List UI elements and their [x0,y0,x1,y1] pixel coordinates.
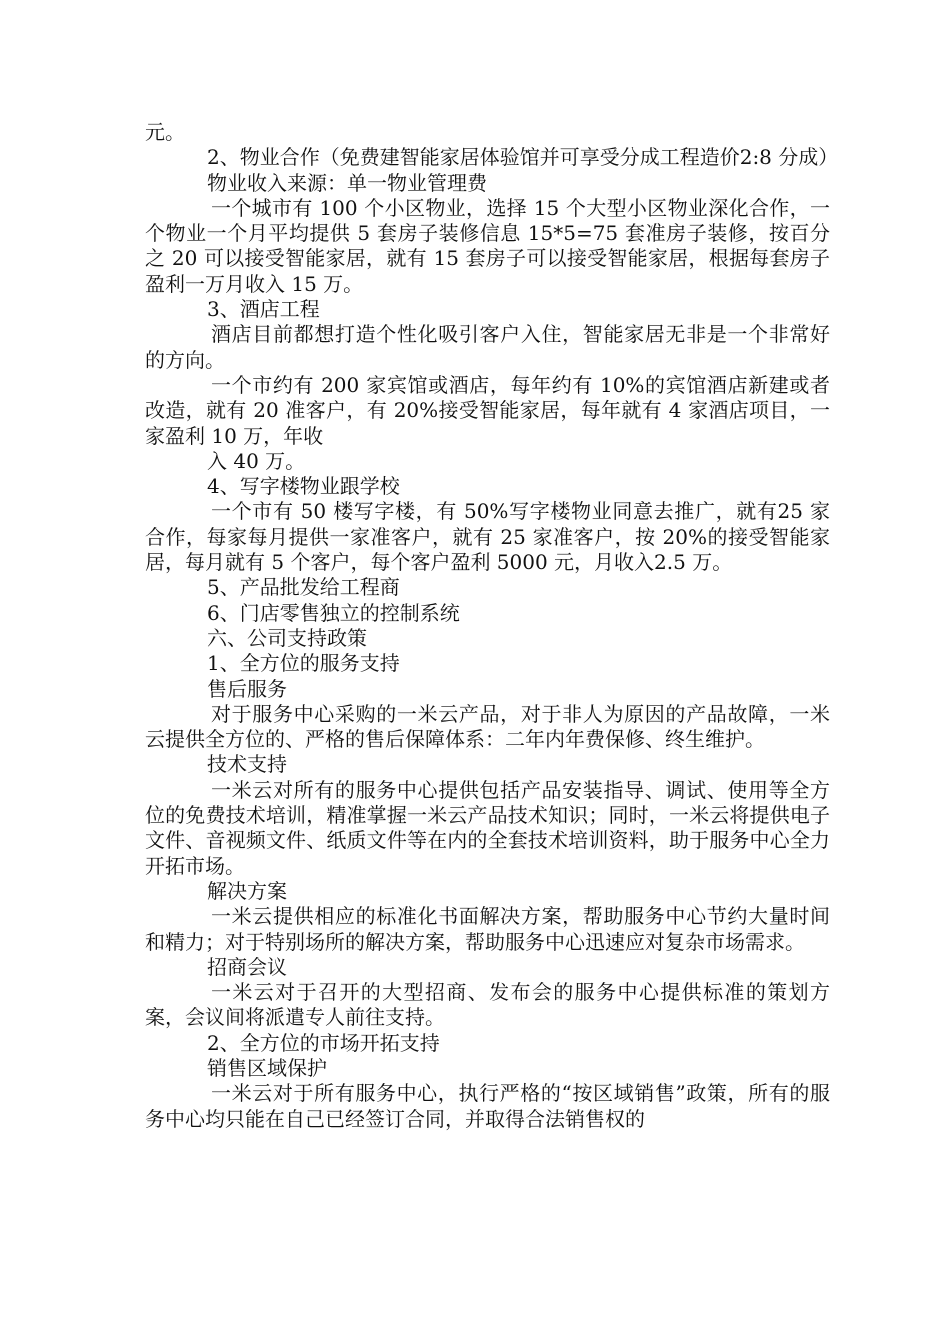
paragraph-hotel-intro: 酒店目前都想打造个性化吸引客户入住，智能家居无非是一个非常好的方向。 [145,322,830,372]
heading-market-support: 2、全方位的市场开拓支持 [207,1030,440,1055]
subheading-tech-support: 技术支持 [207,752,287,777]
paragraph-tech-support: 一米云对所有的服务中心提供包括产品安装指导、调试、使用等全方位的免费技术培训，精准掌握一米云产品技术知识；同时，一米云将提供电子文件、音视频文件、纸质文件等在内的全套技术培训资料，助于服务中心全力开拓市场。 [145,777,830,878]
paragraph-hotel-income: 入 40 万。 [207,448,306,473]
paragraph-after-sales: 对于服务中心采购的一米云产品，对于非人为原因的产品故障，一米云提供全方位的、严格的售后保障体系：二年内年费保修、终生维护。 [145,701,830,752]
subheading-investment-meeting: 招商会议 [207,954,287,979]
heading-office-school: 4、写字楼物业跟学校 [207,474,400,499]
paragraph-office-detail: 一个市有 50 楼写字楼，有 50%写字楼物业同意去推广，就有25 家合作，每家每月提供一家准客户，就有 25 家准客户，按 20%的接受智能家居，每月就有 5 个客户，每个客户盈利 5000 元，月收入2.5 万。 [145,499,830,575]
subheading-after-sales: 售后服务 [207,676,287,701]
heading-retail: 6、门店零售独立的控制系统 [207,600,460,625]
paragraph-property-income: 物业收入来源：单一物业管理费 [207,170,487,195]
document-body [145,120,839,1132]
paragraph-hotel-detail: 一个市约有 200 家宾馆或酒店，每年约有 10%的宾馆酒店新建或者改造，就有 20 准客户，有 20%接受智能家居，每年就有 4 家酒店项目，一家盈利 10 万，年收 [145,372,830,448]
subheading-territory-protection: 销售区域保护 [207,1055,327,1080]
paragraph-investment-meeting: 一米云对于召开的大型招商、发布会的服务中心提供标准的策划方案，会议间将派遣专人前往支持。 [145,980,830,1030]
paragraph-territory-protection: 一米云对于所有服务中心，执行严格的“按区域销售”政策，所有的服务中心均只能在自己已经签订合同，并取得合法销售权的 [145,1081,830,1131]
paragraph-property-detail: 一个城市有 100 个小区物业，选择 15 个大型小区物业深化合作，一个物业一个月平均提供 5 套房子装修信息 15*5=75 套准房子装修，按百分之 20 可以接受智能家居，就有 15 套房子可以接受智能家居，根据每套房子盈利一万月收入 15 万。 [145,195,830,296]
heading-company-support: 六、公司支持政策 [207,625,367,650]
paragraph-continuation: 元。 [145,120,185,144]
heading-wholesale: 5、产品批发给工程商 [207,575,400,600]
subheading-solutions: 解决方案 [207,878,287,903]
heading-property-cooperation: 2、物业合作（免费建智能家居体验馆并可享受分成工程造价2:8 分成） [207,145,839,170]
paragraph-solutions: 一米云提供相应的标准化书面解决方案，帮助服务中心节约大量时间和精力；对于特别场所的解决方案，帮助服务中心迅速应对复杂市场需求。 [145,904,830,954]
heading-service-support: 1、全方位的服务支持 [207,651,400,676]
heading-hotel-project: 3、酒店工程 [207,297,320,322]
